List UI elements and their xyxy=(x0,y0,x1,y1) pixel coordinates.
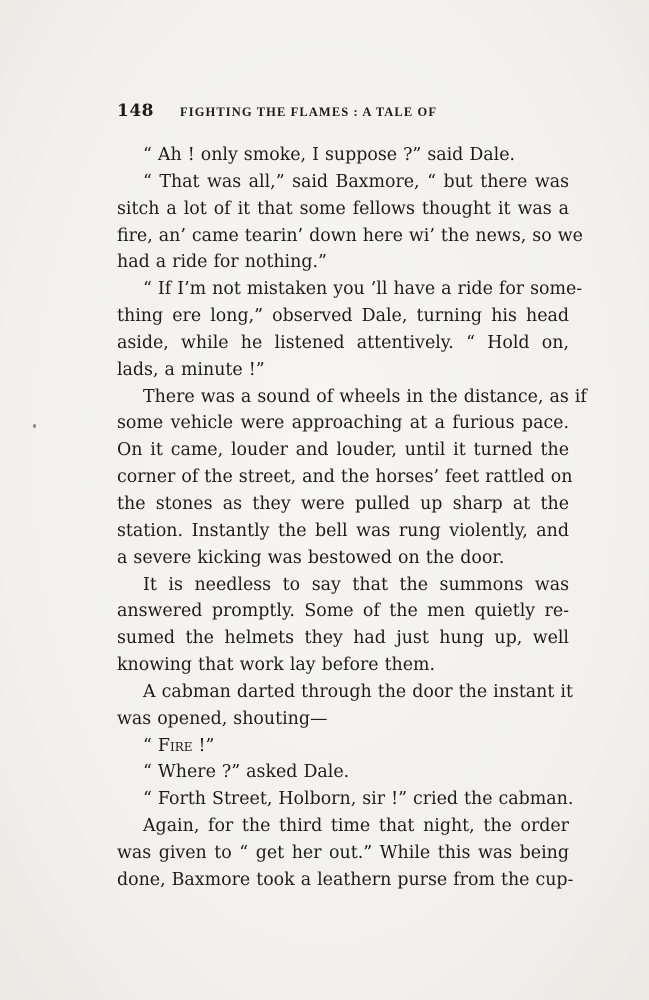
text-line: sitch a lot of it that some fellows thought it was a xyxy=(117,198,569,219)
text-line: A cabman darted through the door the instant it xyxy=(143,681,573,702)
text-line: lads, a minute !” xyxy=(117,359,265,380)
text-line: “ Forth Street, Holborn, sir !” cried the cabman. xyxy=(143,789,574,810)
text-line: thing ere long,” observed Dale, turning his head xyxy=(117,306,569,327)
text-line: station. Instantly the bell was rung violently, and xyxy=(117,520,569,541)
text-line: some vehicle were approaching at a furious pace. xyxy=(117,413,569,434)
text-line: was opened, shouting— xyxy=(117,708,328,729)
text-line: corner of the street, and the horses’ feet rattled on xyxy=(117,467,573,488)
text-line: “ Ah ! only smoke, I suppose ?” said Dale. xyxy=(143,145,516,165)
text-line: was given to “ get her out.” While this was being xyxy=(117,842,569,863)
text-line: Again, for the third time that night, the order xyxy=(143,816,569,837)
page-header xyxy=(117,101,569,127)
text-line: On it came, louder and louder, until it turned the xyxy=(117,440,569,461)
text-line: “ Fire !” xyxy=(143,735,215,756)
text-line: knowing that work lay before them. xyxy=(117,655,436,676)
running-head: FIGHTING THE FLAMES : A TALE OF xyxy=(180,105,438,119)
text-line: It is needless to say that the summons was xyxy=(143,574,569,595)
text-line: answered promptly. Some of the men quietly re- xyxy=(117,601,569,622)
text-line: aside, while he listened attentively. “ Hold on, xyxy=(117,332,569,353)
text-line: a severe kicking was bestowed on the door. xyxy=(117,547,505,568)
page-number: 148 xyxy=(117,101,154,121)
text-line: the stones as they were pulled up sharp at the xyxy=(117,493,569,514)
text-line: sumed the helmets they had just hung up, well xyxy=(117,628,569,649)
text-line: There was a sound of wheels in the distance, as if xyxy=(143,386,587,407)
text-line: had a ride for nothing.” xyxy=(117,252,327,273)
page-speck xyxy=(33,424,36,428)
text-line: done, Baxmore took a leathern purse from the cup- xyxy=(117,869,574,890)
text-line: “ That was all,” said Baxmore, “ but there was xyxy=(143,171,569,192)
text-line: “ If I’m not mistaken you ’ll have a ride for some- xyxy=(143,279,583,300)
text-line: fire, an’ came tearin’ down here wi’ the news, so we xyxy=(117,225,583,246)
text-line: “ Where ?” asked Dale. xyxy=(143,762,350,783)
body-text xyxy=(117,142,587,894)
